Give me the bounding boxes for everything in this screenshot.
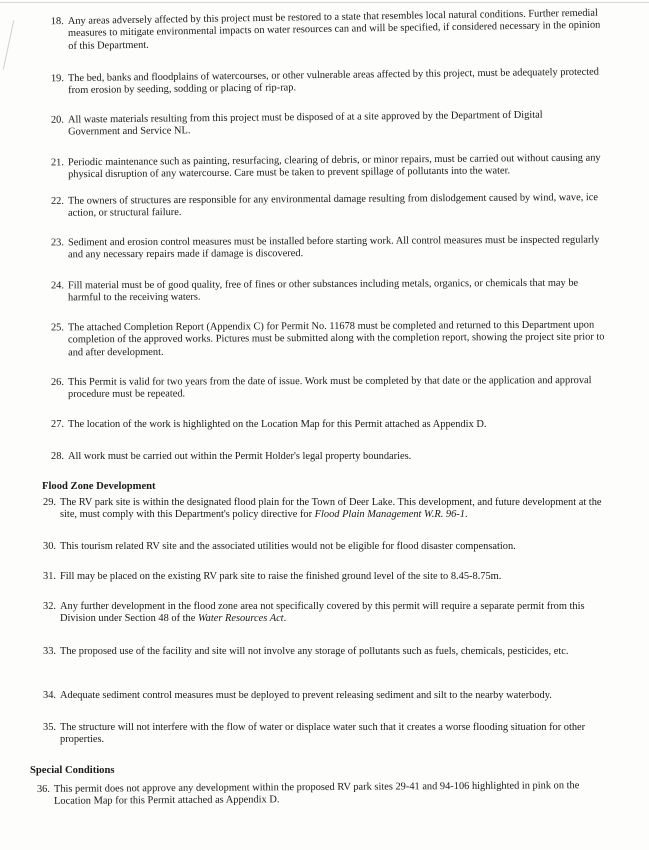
condition-33 <box>34 646 604 658</box>
item-text: Fill material must be of good quality, free of fines or other substances including metals, organics, or chemicals that may be harmful to the receiving waters. <box>67 277 579 304</box>
item-text: This Permit is valid for two years from the date of issue. Work must be completed by that date or the application and approval procedure must be repeated. <box>67 375 592 401</box>
condition-19 <box>42 67 600 99</box>
flood-zone-heading: Flood Zone Development <box>42 481 156 492</box>
condition-31 <box>34 571 604 583</box>
item-number: 20. <box>50 114 64 126</box>
item-text: Fill may be placed on the existing RV park site to raise the finished ground level of the site to 8.45-8.75m. <box>60 571 502 582</box>
item-text: Any areas adversely affected by this project must be restored to a state that resembles local natural conditions. Further remedial measures to mitigate environmental impacts on water resources can and will be specified, if considered necessary in the opinion of this Department. <box>67 7 601 52</box>
item-number: 21. <box>50 157 64 169</box>
item-number: 35. <box>43 722 56 733</box>
item-number: 28. <box>51 451 64 462</box>
item-text: The structure will not interfere with the flow of water or displace water such that it creates a worse flooding situation for other properties. <box>60 722 586 746</box>
item-number: 34. <box>43 690 56 701</box>
item-text: The owners of structures are responsible for any environmental damage resulting from dislodgement caused by wind, wave, ice action, or structural failure. <box>67 192 599 220</box>
condition-28 <box>42 451 602 463</box>
item-number: 31. <box>43 571 56 582</box>
item-number: 32. <box>43 601 56 612</box>
item-number: 19. <box>50 73 65 85</box>
item-text: This permit does not approve any development within the proposed RV park sites 29-41 and 94-106 highlighted in pink on the Location Map for this Permit attached as Appendix D. <box>53 780 580 808</box>
condition-22 <box>42 192 602 221</box>
item-text: This tourism related RV site and the associated utilities would not be eligible for flood disaster compensation. <box>60 541 516 552</box>
item-text: Any further development in the flood zone area not specifically covered by this permit will require a separate permit from this Division under Section 48 of the Water Resources Act. <box>60 601 585 625</box>
special-conditions-heading: Special Conditions <box>30 765 115 776</box>
item-text: All work must be carried out within the Permit Holder's legal property boundaries. <box>68 451 412 462</box>
item-text: Periodic maintenance such as painting, resurfacing, clearing of debris, or minor repairs, must be carried out without causing any physical disruption of any watercourse. Care must be taken to prevent spillage of pollutants into the water. <box>67 152 601 181</box>
item-text: All waste materials resulting from this project must be disposed of at a site approved by the Department of Digital Government and Service NL. <box>67 109 543 138</box>
condition-35 <box>34 722 608 747</box>
item-number: 18. <box>50 16 64 28</box>
item-text: The bed, banks and floodplains of watercourses, or other vulnerable areas affected by this project, must be adequately protected from erosion by seeding, sodding or placing of rip-rap. <box>67 66 599 97</box>
condition-36 <box>28 780 604 809</box>
item-text: The location of the work is highlighted on the Location Map for this Permit attached as Appendix D. <box>68 419 487 430</box>
page-top-rule <box>0 2 649 3</box>
condition-30 <box>34 541 604 553</box>
condition-25 <box>42 320 606 360</box>
condition-21 <box>42 153 602 183</box>
condition-23 <box>42 235 602 263</box>
condition-34 <box>34 690 604 702</box>
item-number: 36. <box>36 783 50 795</box>
item-text: Sediment and erosion control measures must be installed before starting work. All control measures must be inspected regularly and any necessary repairs made if damage is discovered. <box>67 234 600 261</box>
item-text: The attached Completion Report (Appendix C) for Permit No. 11678 must be completed and returned to this Department upon completion of the approved works. Pictures must be submitted along with the completion report, showing the project site prior to and after development. <box>67 319 605 359</box>
scan-edge-mark <box>3 20 14 69</box>
item-number: 22. <box>50 195 64 207</box>
condition-32 <box>34 601 604 626</box>
item-text: The RV park site is within the designated flood plain for the Town of Deer Lake. This development, and future development at the site, must comply with this Department's policy directive for Flood Plain Management W.R. 96-1. <box>60 497 602 521</box>
item-number: 30. <box>43 541 56 552</box>
item-text: The proposed use of the facility and site will not involve any storage of pollutants such as fuels, chemicals, pesticides, etc. <box>60 646 569 657</box>
condition-26 <box>42 375 600 402</box>
item-number: 23. <box>50 237 64 249</box>
condition-29 <box>34 497 604 522</box>
condition-24 <box>42 278 606 306</box>
condition-18 <box>42 8 603 54</box>
item-text: Adequate sediment control measures must be deployed to prevent releasing sediment and silt to the nearby waterbody. <box>60 690 552 701</box>
condition-27 <box>42 419 602 431</box>
item-number: 27. <box>51 419 64 430</box>
condition-20 <box>42 109 582 139</box>
item-number: 33. <box>43 646 56 657</box>
item-number: 24. <box>50 280 64 292</box>
item-number: 26. <box>50 376 64 388</box>
item-number: 29. <box>43 497 56 508</box>
item-number: 25. <box>50 322 64 334</box>
